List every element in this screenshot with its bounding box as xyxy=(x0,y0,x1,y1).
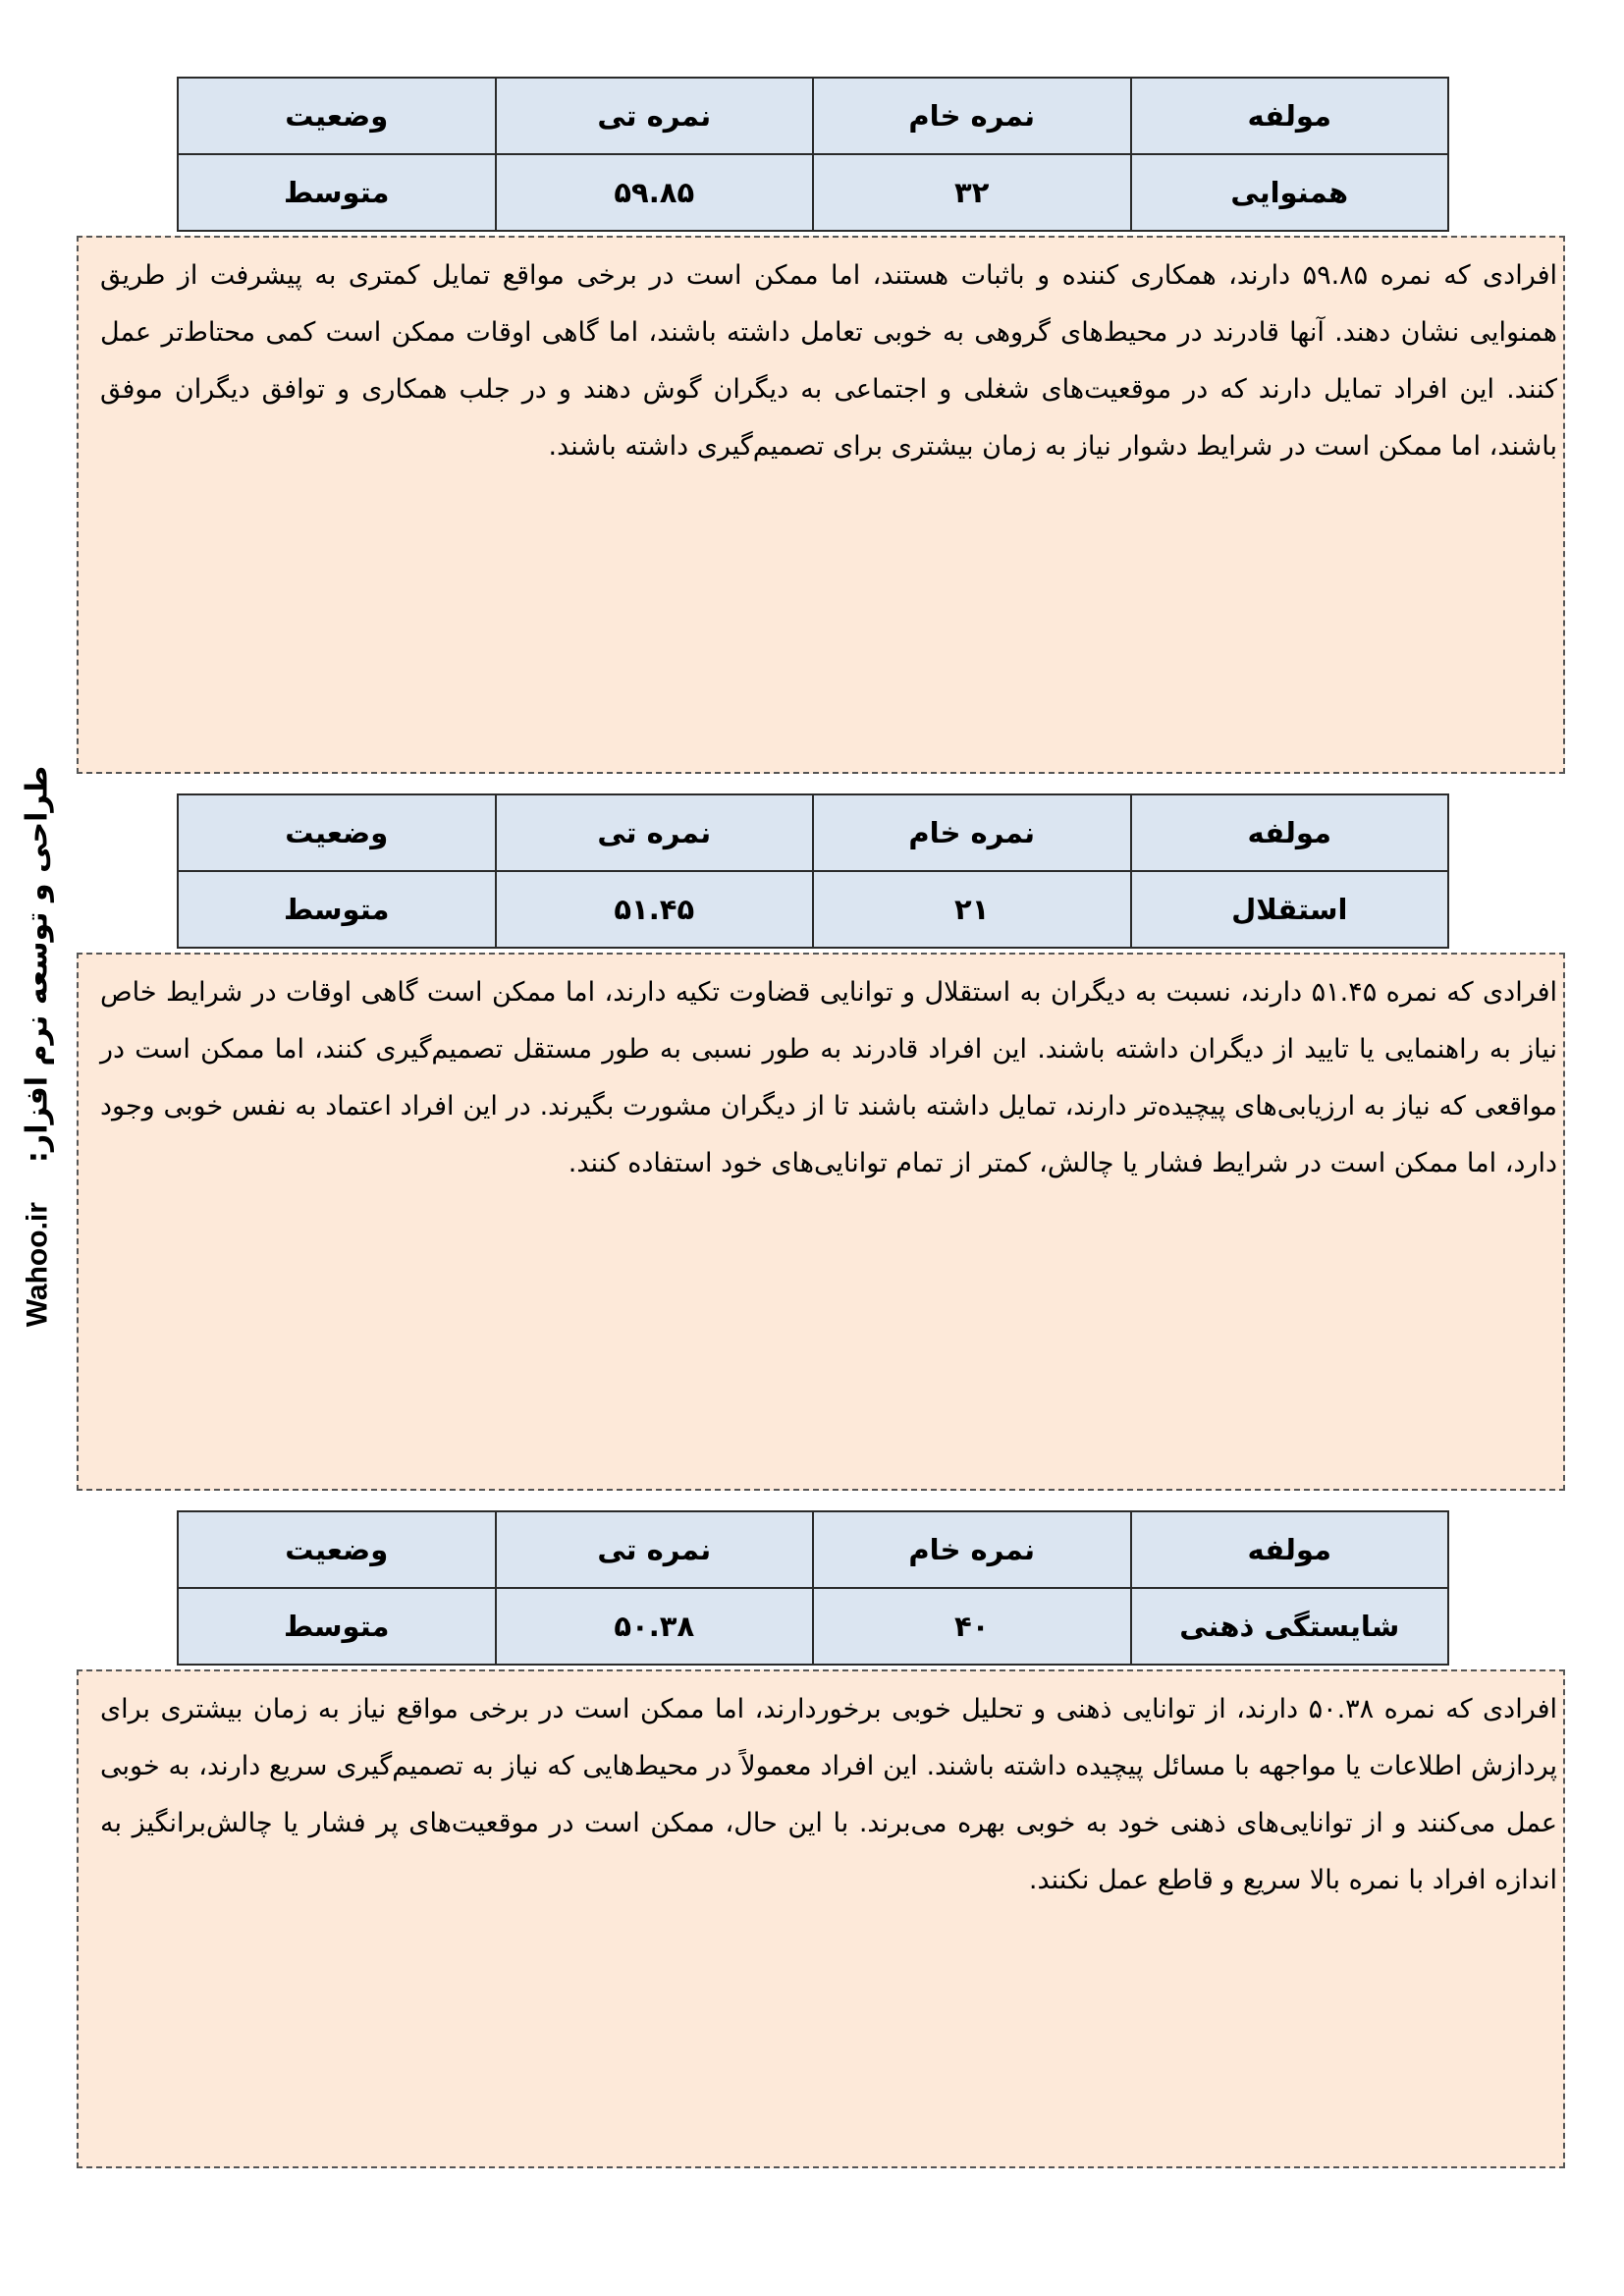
t-score-value: ۵۱.۴۵ xyxy=(496,871,814,948)
header-raw-score: نمره خام xyxy=(813,1511,1131,1588)
status-value: متوسط xyxy=(178,871,496,948)
header-component: مولفه xyxy=(1131,78,1449,154)
header-t-score: نمره تی xyxy=(496,794,814,871)
table-row xyxy=(178,1588,1448,1665)
header-t-score: نمره تی xyxy=(496,1511,814,1588)
score-table xyxy=(177,77,1449,232)
component-value: شایستگی ذهنی xyxy=(1131,1588,1449,1665)
header-component: مولفه xyxy=(1131,1511,1449,1588)
score-table xyxy=(177,1510,1449,1666)
table-row xyxy=(178,154,1448,231)
credit-text: طراحی و توسعه نرم افزار: xyxy=(20,765,55,1163)
table-header-row xyxy=(178,78,1448,154)
header-status: وضعیت xyxy=(178,794,496,871)
t-score-value: ۵۹.۸۵ xyxy=(496,154,814,231)
header-raw-score: نمره خام xyxy=(813,794,1131,871)
description-box: افرادی که نمره ۵۹.۸۵ دارند، همکاری کننده و باثبات هستند، اما ممکن است در برخی مواقع تمایل کمتری به پیشرفت از طریق همنوایی نشان دهند. آنها قادرند در محیط‌های گروهی به خوبی تعامل داشته باشند، اما گاهی اوقات ممکن است کمی محتاط‌تر عمل کنند. این افراد تمایل دارند که در موقعیت‌های شغلی و اجتماعی به دیگران گوش دهند و در جلب همکاری و توافق دیگران موفق باشند، اما ممکن است در شرایط دشوار نیاز به زمان بیشتری برای تصمیم‌گیری داشته باشند. xyxy=(77,236,1565,774)
status-value: متوسط xyxy=(178,1588,496,1665)
header-component: مولفه xyxy=(1131,794,1449,871)
description-box: افرادی که نمره ۵۱.۴۵ دارند، نسبت به دیگران به استقلال و توانایی قضاوت تکیه دارند، اما ممکن است گاهی اوقات در شرایط خاص نیاز به راهنمایی یا تایید از دیگران داشته باشند. این افراد قادرند به طور نسبی به طور مستقل تصمیم‌گیری کنند، اما ممکن است در مواقعی که نیاز به ارزیابی‌های پیچیده‌تر دارند، تمایل داشته باشند تا از دیگران مشورت بگیرند. در این افراد اعتماد به نفس خوبی وجود دارد، اما ممکن است در شرایط فشار یا چالش، کمتر از تمام توانایی‌های خود استفاده کنند. xyxy=(77,953,1565,1491)
table-row xyxy=(178,871,1448,948)
component-value: استقلال xyxy=(1131,871,1449,948)
header-raw-score: نمره خام xyxy=(813,78,1131,154)
header-status: وضعیت xyxy=(178,1511,496,1588)
raw-score-value: ۳۲ xyxy=(813,154,1131,231)
raw-score-value: ۴۰ xyxy=(813,1588,1131,1665)
raw-score-value: ۲۱ xyxy=(813,871,1131,948)
table-header-row xyxy=(178,794,1448,871)
header-status: وضعیت xyxy=(178,78,496,154)
credit-site: Wahoo.ir xyxy=(21,1201,54,1327)
description-box: افرادی که نمره ۵۰.۳۸ دارند، از توانایی ذهنی و تحلیل خوبی برخوردارند، اما ممکن است در برخی مواقع نیاز به زمان بیشتری برای پردازش اطلاعات یا مواجهه با مسائل پیچیده داشته باشند. این افراد معمولاً در محیط‌هایی که نیاز به تصمیم‌گیری سریع دارند، به خوبی عمل می‌کنند و از توانایی‌های ذهنی خود به خوبی بهره می‌برند. با این حال، ممکن است در موقعیت‌های پر فشار یا چالش‌برانگیز به اندازه افراد با نمره بالا سریع و قاطع عمل نکنند. xyxy=(77,1669,1565,2168)
table-header-row xyxy=(178,1511,1448,1588)
header-t-score: نمره تی xyxy=(496,78,814,154)
t-score-value: ۵۰.۳۸ xyxy=(496,1588,814,1665)
component-value: همنوایی xyxy=(1131,154,1449,231)
vertical-credit xyxy=(8,765,67,1327)
score-table xyxy=(177,793,1449,949)
status-value: متوسط xyxy=(178,154,496,231)
